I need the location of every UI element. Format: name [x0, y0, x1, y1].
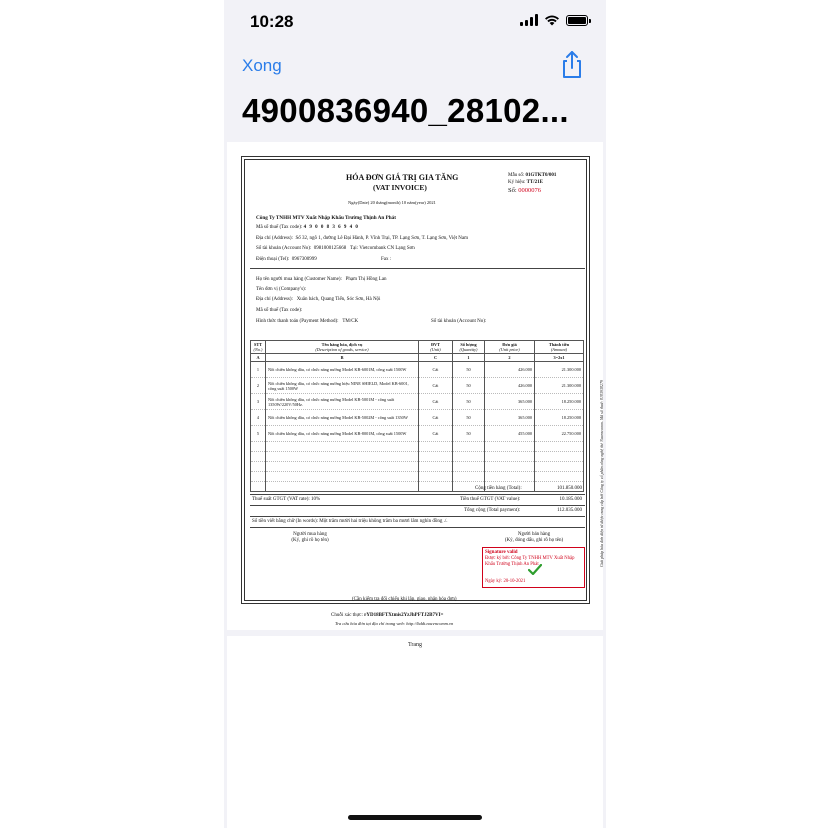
table-row [251, 426, 584, 442]
seller-phone-label: Điện thoại (Tel): [256, 257, 290, 262]
column-code: 1 [453, 354, 485, 362]
provider-note-text: Giải pháp hóa đơn điện tử được cung cấp bởi Công ty cổ phần công nghệ thẻ Nacencomm. Mã số thuế: 0103930279 [599, 380, 604, 567]
row-price: 455.000 [485, 426, 535, 442]
grand-total-value: 112.035.000 [557, 508, 582, 513]
seller-phone-value: 0967300999 [291, 257, 317, 262]
row-description: Nồi chiên không dầu, có chức năng nướng Model KB-5002M - công suất 1350W [266, 410, 419, 426]
amount-in-words: Số tiền viết bằng chữ (In words): Một trăm mười hai triệu không trăm ba mươi lăm nghìn đồng ./. [252, 519, 448, 524]
divider [250, 505, 585, 506]
table-header-cell: Số lượng (Quantity) [453, 341, 485, 354]
table-header-cell: Thành tiền (Amount) [535, 341, 584, 354]
row-price: 426.000 [485, 362, 535, 378]
grand-total-label: Tổng cộng (Total payment): [464, 508, 521, 513]
pdf-page-1[interactable] [227, 142, 603, 630]
table-row [251, 378, 584, 394]
cellular-signal-icon [520, 14, 538, 26]
status-bar [224, 0, 606, 44]
buyer-name-label: Họ tên người mua hàng (Customer Name): [256, 277, 342, 282]
row-quantity: 50 [453, 362, 485, 378]
row-no: 3 [251, 394, 266, 410]
symbol-value: TT/21E [526, 180, 544, 185]
provider-note [593, 237, 604, 567]
row-no: 2 [251, 378, 266, 394]
invoice-frame [241, 156, 604, 604]
seller-tax-label: Mã số thuế (Tax code): [256, 225, 303, 230]
digital-signature-box[interactable] [482, 547, 585, 588]
document-title: 4900836940_28102... [242, 92, 569, 129]
items-table [250, 340, 584, 492]
row-description: Nồi chiên không dầu, có chức năng nướng Model KB-5001M - công suất 1350W/220V/50Hz. [266, 394, 419, 410]
wifi-icon [544, 14, 560, 26]
form-label: Mẫu số: [508, 173, 525, 178]
seller-account-value: 0981000125668 [313, 246, 347, 251]
phone-screen [224, 0, 606, 828]
buyer-signature-title: Người mua hàng [293, 532, 327, 537]
buyer-company-label: Tên đơn vị (Company's): [256, 287, 307, 292]
row-no: 5 [251, 426, 266, 442]
table-row-empty [251, 452, 584, 462]
check-note: (Cần kiểm tra đối chiếu khi lập, giao, nhận hóa đơn) [352, 597, 457, 602]
lookup-url[interactable]: Tra cứu hóa đơn tại địa chỉ trang web: http://hddt.nacencomm.vn [335, 621, 454, 626]
row-unit: Cái [419, 410, 453, 426]
row-unit: Cái [419, 426, 453, 442]
buyer-signature-sub: (Ký, ghi rõ họ tên) [291, 538, 329, 543]
row-quantity: 50 [453, 426, 485, 442]
divider [250, 527, 585, 528]
signature-valid-label: Signature valid [485, 550, 518, 555]
table-row [251, 394, 584, 410]
seller-signature-title: Người bán hàng [517, 532, 551, 537]
subtotal-value: 101.850.000 [557, 486, 582, 491]
pdf-page-2[interactable] [227, 636, 603, 828]
auth-code-label: Chuỗi xác thực: [331, 613, 363, 618]
column-code: C [419, 354, 453, 362]
done-button[interactable]: Xong [242, 56, 282, 75]
payment-label: Hình thức thanh toán (Payment Method): [256, 319, 339, 324]
table-header-cell: ĐVT (Unit) [419, 341, 453, 354]
row-amount: 22.750.000 [535, 426, 584, 442]
table-header-row [251, 341, 584, 354]
table-header-cell: Tên hàng hóa, dịch vụ (Description of goods, service) [266, 341, 419, 354]
battery-icon [566, 15, 588, 26]
table-code-row [251, 354, 584, 362]
row-description: Nồi chiên không dầu, có chức năng nướng Model KB-6001M, công suất 1500W [266, 362, 419, 378]
invoice-subtitle: (VAT INVOICE) [373, 183, 427, 192]
symbol-label: Ký hiệu: [508, 180, 526, 185]
buyer-account-label: Số tài khoản (Account No): [431, 319, 487, 324]
row-unit: Cái [419, 362, 453, 378]
row-unit: Cái [419, 378, 453, 394]
column-code: A [251, 354, 266, 362]
divider [250, 494, 585, 495]
signed-date: Ngày ký: 20-10-2021 [485, 579, 526, 584]
share-icon[interactable] [558, 50, 586, 80]
invoice-date: Ngày(Date) 20 tháng(month) 10 năm(year) 2021 [348, 200, 436, 205]
divider [250, 268, 585, 269]
row-price: 426.000 [485, 378, 535, 394]
status-icons [520, 14, 588, 26]
seller-bank: Tại: Vietcombank CN Lạng Sơn [350, 246, 415, 251]
table-row [251, 410, 584, 426]
home-indicator[interactable] [348, 815, 482, 820]
auth-code: rYD18BFTXtmis2YzJhPFTJ2B7VI= [364, 613, 444, 618]
seller-address-value: Số 32, ngõ 1, đường Lê Đại Hành, P. Vĩnh Trại, TP. Lạng Sơn, T. Lạng Sơn, Việt Nam [295, 236, 468, 241]
seller-name: Công Ty TNHH MTV Xuất Nhập Khẩu Trường Thịnh An Phát [256, 215, 396, 221]
nav-bar [224, 44, 606, 88]
form-value: 01GTKT0/001 [525, 173, 557, 178]
invoice-number: 0000076 [518, 187, 542, 194]
vat-amount-label: Tiền thuế GTGT (VAT value): [460, 497, 521, 502]
row-quantity: 50 [453, 378, 485, 394]
buyer-name-value: Phạm Thị Hồng Lan [345, 277, 387, 282]
table-header-cell: Đơn giá (Unit price) [485, 341, 535, 354]
buyer-tax-label: Mã số thuế (Tax code): [256, 308, 303, 313]
table-row-empty [251, 472, 584, 482]
invoice-title: HÓA ĐƠN GIÁ TRỊ GIA TĂNG [346, 173, 459, 182]
number-label: Số: [508, 187, 517, 194]
row-quantity: 50 [453, 394, 485, 410]
row-unit: Cái [419, 394, 453, 410]
seller-fax-label: Fax : [381, 257, 392, 262]
table-row-empty [251, 442, 584, 452]
checkmark-icon [528, 564, 542, 575]
buyer-address-value: Xuân bách, Quang Tiến, Sóc Sơn, Hà Nội [296, 297, 381, 302]
divider [250, 516, 585, 517]
signed-by: Được ký bởi: Công Ty TNHH MTV Xuất Nhập Khẩu Trường Thịnh An Phát [485, 556, 575, 567]
row-amount: 18.250.000 [535, 410, 584, 426]
row-price: 365.000 [485, 394, 535, 410]
seller-address-label: Địa chỉ (Address): [256, 236, 293, 241]
payment-value: TM/CK [342, 319, 359, 324]
row-quantity: 50 [453, 410, 485, 426]
buyer-address-label: Địa chỉ (Address): [256, 297, 293, 302]
table-row-empty [251, 462, 584, 472]
seller-signature-sub: (Ký, đóng dấu, ghi rõ họ tên) [504, 538, 564, 543]
vat-rate: Thuế suất GTGT (VAT rate): 10% [252, 497, 321, 502]
row-price: 365.000 [485, 410, 535, 426]
row-description: Nồi chiên không dầu, có chức năng nướng hiệu NINE SHIELD, Model KB-6001, công suất 1500W [266, 378, 419, 394]
row-amount: 21.300.000 [535, 378, 584, 394]
seller-tax-value: 4 9 0 0 8 3 6 9 4 0 [303, 225, 359, 230]
row-description: Nồi chiên không dầu, có chức năng nướng Model KB-8001M, công suất 1500W [266, 426, 419, 442]
vat-amount-value: 10.185.000 [559, 497, 582, 502]
row-amount: 21.300.000 [535, 362, 584, 378]
table-row [251, 362, 584, 378]
seller-account-label: Số tài khoản (Account No): [256, 246, 312, 251]
column-code: 2 [485, 354, 535, 362]
row-amount: 18.250.000 [535, 394, 584, 410]
column-code: 3=2x1 [535, 354, 584, 362]
table-header-cell: STT (No.) [251, 341, 266, 354]
status-time: 10:28 [250, 12, 294, 31]
table-row-empty [251, 482, 584, 492]
page-label: Trang [407, 642, 423, 648]
row-no: 4 [251, 410, 266, 426]
subtotal-label: Cộng tiền hàng (Total): [475, 486, 522, 491]
column-code: B [266, 354, 419, 362]
row-no: 1 [251, 362, 266, 378]
